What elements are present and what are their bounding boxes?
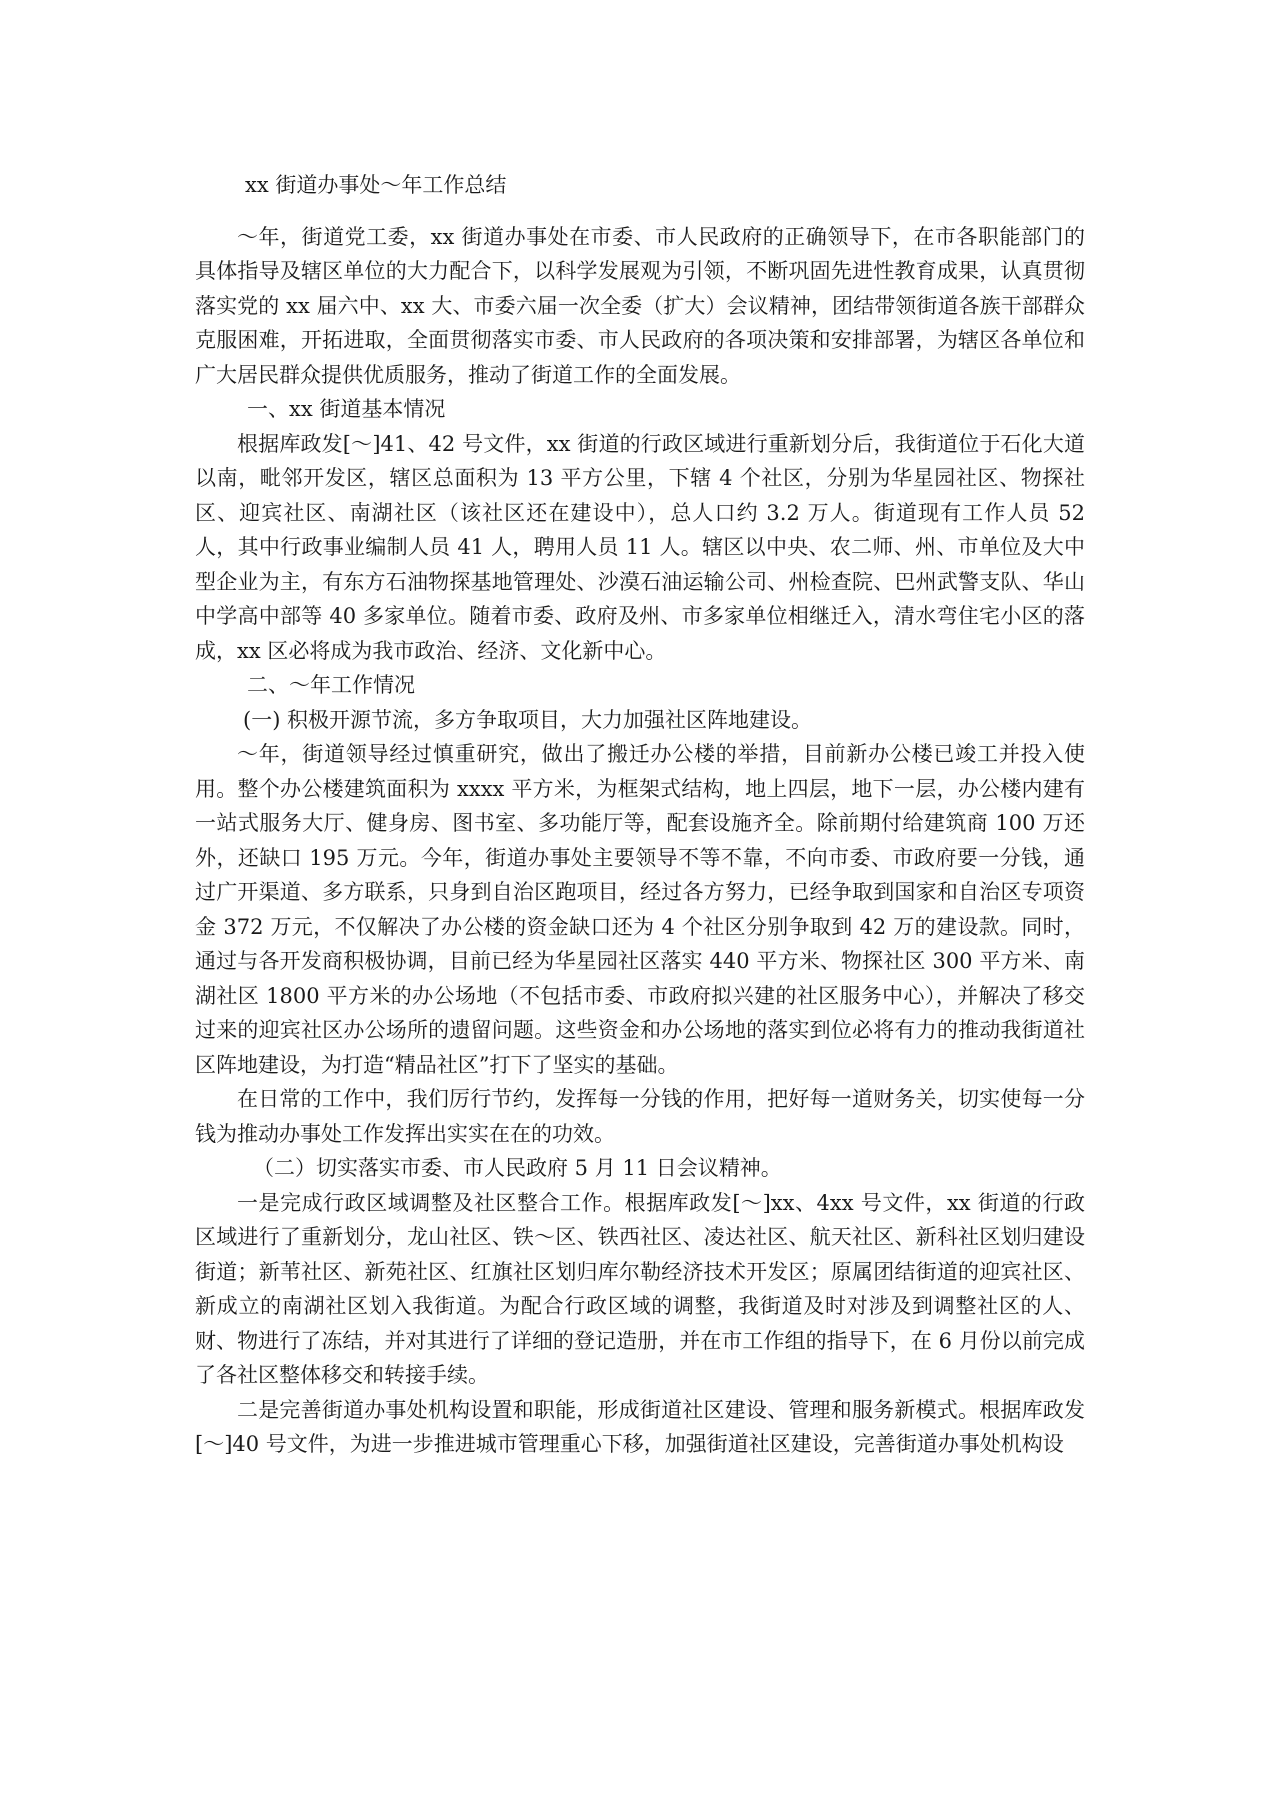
subheading-1: (一) 积极开源节流，多方争取项目，大力加强社区阵地建设。 — [243, 707, 813, 732]
subheading-2: （二）切实落实市委、市人民政府 5 月 11 日会议精神。 — [253, 1156, 782, 1180]
document-title: xx 街道办事处～年工作总结 — [245, 173, 507, 197]
document-page — [195, 168, 1085, 1462]
paragraph-district-adjustment: 一是完成行政区域调整及社区整合工作。根据库政发[～]xx、4xx 号文件，xx 街道的行政区域进行了重新划分，龙山社区、铁～区、铁西社区、凌达社区、航天社区、新科社区划归建设街道；新苇社区、新苑社区、红旗社区划归库尔勒经济技术开发区；原属团结街道的迎宾社区、新成立的南湖社区划入我街道。为配合行政区域的调整，我街道及时对涉及到调整社区的人、财、物进行了冻结，并对其进行了详细的登记造册，并在市工作组的指导下，在 6 月份以前完成了各社区整体移交和转接手续。 — [195, 1190, 1085, 1387]
paragraph-basic-info: 根据库政发[～]41、42 号文件，xx 街道的行政区域进行重新划分后，我街道位于石化大道以南，毗邻开发区，辖区总面积为 13 平方公里，下辖 4 个社区，分别为华星园社区、物探社区、迎宾社区、南湖社区（该社区还在建设中），总人口约 3.2 万人。街道现有工作人员 52 人，其中行政事业编制人员 41 人，聘用人员 11 人。辖区以中央、农二师、州、市单位及大中型企业为主，有东方石油物探基地管理处、沙漠石油运输公司、州检查院、巴州武警支队、华山中学高中部等 40 多家单位。随着市委、政府及州、市多家单位相继迁入，清水弯住宅小区的落成，xx 区必将成为我市政治、经济、文化新中心。 — [195, 431, 1085, 663]
paragraph-intro: ～年，街道党工委，xx 街道办事处在市委、市人民政府的正确领导下，在市各职能部门的具体指导及辖区单位的大力配合下，以科学发展观为引领，不断巩固先进性教育成果，认真贯彻落实党的 xx 届六中、xx 大、市委六届一次全委（扩大）会议精神，团结带领街道各族干部群众克服困难，开拓进取，全面贯彻落实市委、市人民政府的各项决策和安排部署，为辖区各单位和广大居民群众提供优质服务，推动了街道工作的全面发展。 — [195, 224, 1085, 387]
section-heading-work: 二、～年工作情况 — [247, 673, 415, 697]
paragraph-office-building: ～年，街道领导经过慎重研究，做出了搬迁办公楼的举措，目前新办公楼已竣工并投入使用。整个办公楼建筑面积为 xxxx 平方米，为框架式结构，地上四层，地下一层，办公楼内建有一站式服务大厅、健身房、图书室、多功能厅等，配套设施齐全。除前期付给建筑商 100 万还外，还缺口 195 万元。今年，街道办事处主要领导不等不靠，不向市委、市政府要一分钱，通过广开渠道、多方联系，只身到自治区跑项目，经过各方努力，已经争取到国家和自治区专项资金 372 万元，不仅解决了办公楼的资金缺口还为 4 个社区分别争取到 42 万的建设款。同时，通过与各开发商积极协调，目前已经为华星园社区落实 440 平方米、物探社区 300 平方米、南湖社区 1800 平方米的办公场地（不包括市委、市政府拟兴建的社区服务中心），并解决了移交过来的迎宾社区办公场所的遗留问题。这些资金和办公场地的落实到位必将有力的推动我街道社区阵地建设，为打造“精品社区”打下了坚实的基础。 — [195, 742, 1085, 1077]
paragraph-thrift: 在日常的工作中，我们厉行节约，发挥每一分钱的作用，把好每一道财务关，切实使每一分钱为推动办事处工作发挥出实实在在的功效。 — [195, 1087, 1085, 1146]
section-heading-basic-info: 一、xx 街道基本情况 — [247, 397, 446, 421]
paragraph-institution: 二是完善街道办事处机构设置和职能，形成街道社区建设、管理和服务新模式。根据库政发[～]40 号文件，为进一步推进城市管理重心下移，加强街道社区建设，完善街道办事处机构设 — [195, 1397, 1085, 1456]
document-body — [195, 220, 1085, 1462]
